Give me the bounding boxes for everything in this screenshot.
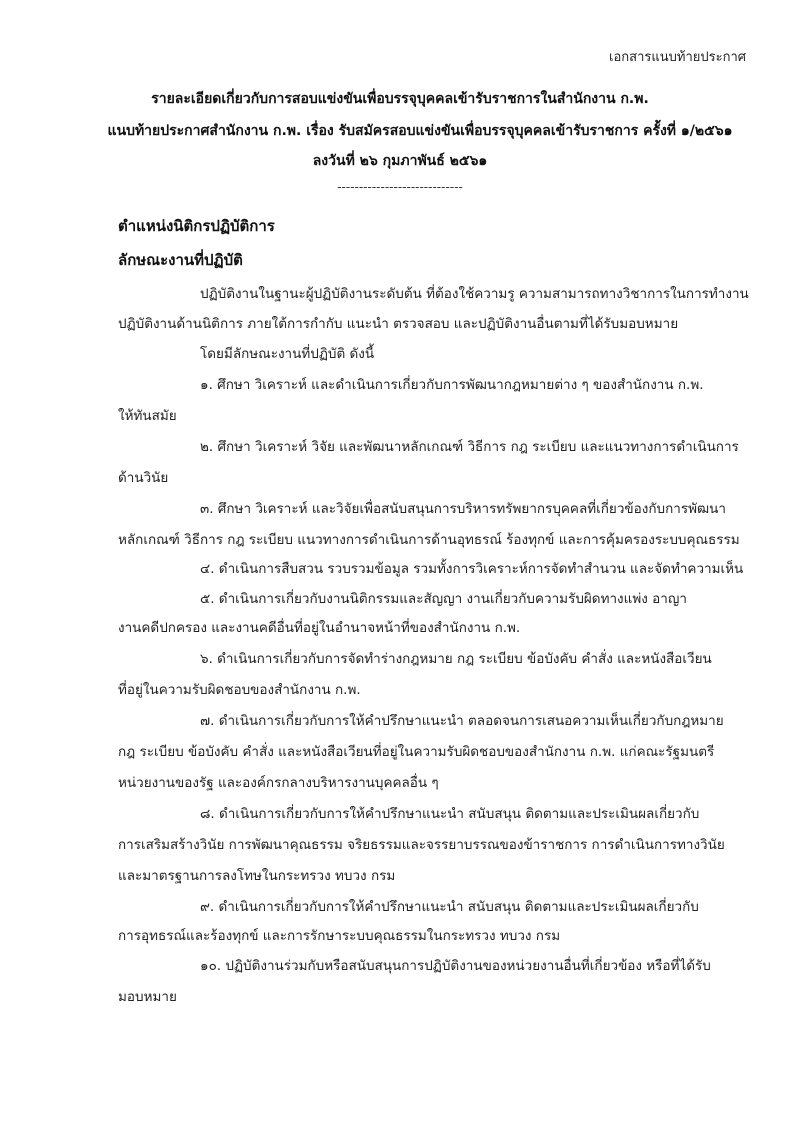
attachment-note: เอกสารแนบท้ายประกาศ: [609, 50, 746, 65]
paragraph-line-indented: ปฏิบัติงานในฐานะผู้ปฏิบัติงานระดับต้น ที่ต้องใช้ความรู ความสามารถทางวิชาการในการทำงาน: [200, 286, 749, 302]
paragraph-line: มอบหมาย: [118, 989, 177, 1005]
section-title: ลักษณะงานที่ปฏิบัติ: [118, 251, 243, 269]
paragraph-line-indented: ๘. ดำเนินการเกี่ยวกับการให้คำปรึกษาแนะนำ สนับสนุน ติดตามและประเมินผลเกี่ยวกับ: [200, 806, 700, 822]
paragraph-line: กฎ ระเบียบ ข้อบังคับ คำสั่ง และหนังสือเวียนที่อยู่ในความรับผิดชอบของสำนักงาน ก.พ. แก่คณะรัฐมนตรี: [118, 744, 715, 760]
paragraph-line-indented: โดยมีลักษณะงานที่ปฏิบัติ ดังนี้: [200, 346, 375, 362]
paragraph-line: ที่อยู่ในความรับผิดชอบของสำนักงาน ก.พ.: [118, 682, 361, 698]
paragraph-line-indented: ๙. ดำเนินการเกี่ยวกับการให้คำปรึกษาแนะนำ สนับสนุน ติดตามและประเมินผลเกี่ยวกับ: [200, 899, 699, 915]
paragraph-line-indented: ๔. ดำเนินการสืบสวน รวบรวมข้อมูล รวมทั้งการวิเคราะห์การจัดทำสำนวน และจัดทำความเห็น: [200, 561, 744, 577]
paragraph-line-indented: ๗. ดำเนินการเกี่ยวกับการให้คำปรึกษาแนะนำ ตลอดจนการเสนอความเห็นเกี่ยวกับกฎหมาย: [200, 713, 724, 729]
paragraph-line: ด้านวินัย: [118, 470, 169, 486]
paragraph-line: หลักเกณฑ์ วิธีการ กฎ ระเบียบ แนวทางการดำเนินการด้านอุทธรณ์ ร้องทุกข์ และการคุ้มครองระบบคุณธรรม: [118, 532, 740, 548]
header-subtitle: แนบท้ายประกาศสำนักงาน ก.พ. เรื่อง รับสมัครสอบแข่งขันเพื่อบรรจุบุคคลเข้ารับราชการ ครั้งที่ ๑/๒๕๖๑: [107, 123, 733, 139]
paragraph-line: หน่วยงานของรัฐ และองค์กรกลางบริหารงานบุคคลอื่น ๆ: [118, 775, 439, 791]
paragraph-line-indented: ๒. ศึกษา วิเคราะห์ วิจัย และพัฒนาหลักเกณฑ์ วิธีการ กฎ ระเบียบ และแนวทางการดำเนินการ: [200, 439, 739, 455]
header-separator: -----------------------------: [337, 180, 463, 194]
paragraph-line-indented: ๕. ดำเนินการเกี่ยวกับงานนิติกรรมและสัญญา งานเกี่ยวกับความรับผิดทางแพ่ง อาญา: [200, 591, 687, 607]
paragraph-line: และมาตรฐานการลงโทษในกระทรวง ทบวง กรม: [118, 868, 396, 884]
paragraph-line-indented: ๑๐. ปฏิบัติงานร่วมกับหรือสนับสนุนการปฏิบัติงานของหน่วยงานอื่นที่เกี่ยวข้อง หรือที่ได้รับ: [200, 958, 711, 974]
paragraph-line-indented: ๓. ศึกษา วิเคราะห์ และวิจัยเพื่อสนับสนุนการบริหารทรัพยากรบุคคลที่เกี่ยวข้องกับการพัฒนา: [200, 501, 726, 517]
position-title: ตำแหน่งนิติกรปฏิบัติการ: [118, 217, 275, 235]
paragraph-line-indented: ๖. ดำเนินการเกี่ยวกับการจัดทำร่างกฎหมาย กฎ ระเบียบ ข้อบังคับ คำสั่ง และหนังสือเวียน: [200, 651, 712, 667]
paragraph-line: ปฏิบัติงานด้านนิติการ ภายใต้การกำกับ แนะนำ ตรวจสอบ และปฏิบัติงานอื่นตามที่ได้รับมอบหมาย: [118, 316, 679, 332]
paragraph-line-indented: ๑. ศึกษา วิเคราะห์ และดำเนินการเกี่ยวกับการพัฒนากฎหมายต่าง ๆ ของสำนักงาน ก.พ.: [200, 377, 704, 393]
paragraph-line: การอุทธรณ์และร้องทุกข์ และการรักษาระบบคุณธรรมในกระทรวง ทบวง กรม: [118, 928, 561, 944]
paragraph-line: งานคดีปกครอง และงานคดีอื่นที่อยู่ในอำนาจหน้าที่ของสำนักงาน ก.พ.: [118, 620, 521, 636]
header-title: รายละเอียดเกี่ยวกับการสอบแข่งขันเพื่อบรรจุบุคคลเข้ารับราชการในสำนักงาน ก.พ.: [151, 91, 649, 107]
paragraph-line: ให้ทันสมัย: [118, 408, 177, 424]
header-date: ลงวันที่ ๒๖ กุมภาพันธ์ ๒๕๖๑: [312, 153, 488, 169]
paragraph-line: การเสริมสร้างวินัย การพัฒนาคุณธรรม จริยธรรมและจรรยาบรรณของข้าราชการ การดำเนินการทางวินัย: [118, 837, 725, 853]
